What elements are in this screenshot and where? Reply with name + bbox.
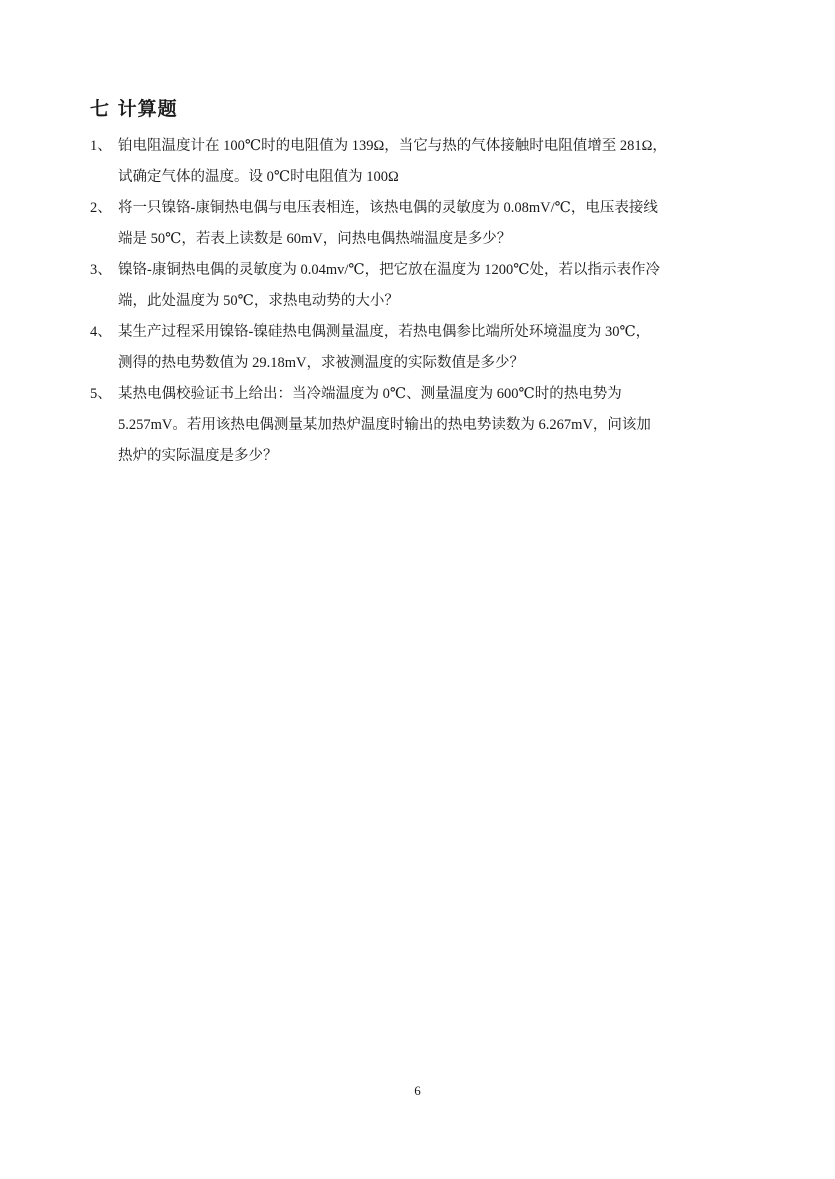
problem-item (90, 193, 750, 255)
problem-text-line: 铂电阻温度计在 100℃时的电阻值为 139Ω，当它与热的气体接触时电阻值增至 281Ω， (118, 138, 667, 154)
problem-text-line: 端，此处温度为 50℃，求热电动势的大小？ (118, 293, 399, 309)
problem-text-line: 镍铬-康铜热电偶的灵敏度为 0.04mv/℃，把它放在温度为 1200℃处，若以指示表作冷 (118, 262, 660, 278)
section-title: 七 计算题 (90, 98, 178, 120)
problem-text-line: 热炉的实际温度是多少？ (118, 448, 278, 464)
problem-text-line: 某热电偶校验证书上给出：当冷端温度为 0℃、测量温度为 600℃时的热电势为 (118, 386, 622, 402)
problem-text-line: 将一只镍铬-康铜热电偶与电压表相连，该热电偶的灵敏度为 0.08mV/℃，电压表接线 (118, 200, 658, 216)
problem-number: 1、 (90, 138, 112, 154)
problem-text-line: 某生产过程采用镍铬-镍硅热电偶测量温度，若热电偶参比端所处环境温度为 30℃， (118, 324, 651, 340)
problem-text-line: 5.257mV。若用该热电偶测量某加热炉温度时输出的热电势读数为 6.267mV，问该加 (118, 417, 651, 433)
problem-item (90, 379, 750, 472)
problem-text-line: 试确定气体的温度。设 0℃时电阻值为 100Ω (118, 169, 399, 185)
page-number: 6 (414, 1083, 421, 1098)
problem-item (90, 317, 750, 379)
problem-item (90, 255, 750, 317)
problem-text-line: 测得的热电势数值为 29.18mV，求被测温度的实际数值是多少？ (118, 355, 524, 371)
problem-number: 5、 (90, 386, 112, 402)
problem-number: 3、 (90, 262, 112, 278)
problem-text-line: 端是 50℃，若表上读数是 60mV，问热电偶热端温度是多少？ (118, 231, 512, 247)
problem-number: 2、 (90, 200, 112, 216)
problem-number: 4、 (90, 324, 112, 340)
problem-item (90, 131, 750, 193)
problem-list (90, 131, 750, 472)
